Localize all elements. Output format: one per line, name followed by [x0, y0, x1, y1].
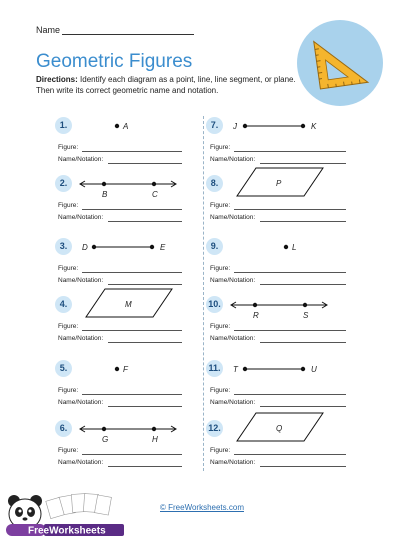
problem-number: 11.: [206, 360, 223, 377]
plane-diagram: [231, 165, 381, 201]
figure-label: Figure:: [210, 387, 230, 394]
set-square-badge: [297, 20, 383, 106]
figure-answer-line[interactable]: [234, 394, 346, 395]
point-dot: [253, 303, 257, 307]
notation-label: Name/Notation:: [58, 399, 103, 406]
figure-label: Figure:: [210, 323, 230, 330]
point-dot: [301, 367, 305, 371]
notation-answer-line[interactable]: [260, 163, 346, 164]
segment-diagram: [231, 354, 381, 384]
point-dot: [102, 182, 106, 186]
figure-label: Figure:: [210, 265, 230, 272]
problem-number: 4.: [55, 296, 72, 313]
notation-label: Name/Notation:: [210, 459, 255, 466]
set-square-icon: [297, 20, 383, 106]
point-dot: [152, 427, 156, 431]
point-label: D: [82, 243, 88, 252]
notation-answer-line[interactable]: [260, 221, 346, 222]
notation-answer-line[interactable]: [108, 466, 182, 467]
notation-answer-line[interactable]: [108, 342, 182, 343]
point-dot: [243, 367, 247, 371]
notation-label: Name/Notation:: [210, 335, 255, 342]
point-label: R: [253, 311, 259, 320]
figure-label: Figure:: [58, 387, 78, 394]
point-diagram: [231, 232, 381, 262]
point-dot: [115, 367, 119, 371]
point-label: U: [311, 365, 317, 374]
problem-number: 1.: [55, 117, 72, 134]
point-label: H: [152, 435, 158, 444]
segment-diagram: [231, 111, 381, 141]
figure-label: Figure:: [210, 202, 230, 209]
notation-label: Name/Notation:: [210, 214, 255, 221]
figure-label: Figure:: [58, 447, 78, 454]
problem-number: 5.: [55, 360, 72, 377]
notation-label: Name/Notation:: [210, 277, 255, 284]
figure-answer-line[interactable]: [234, 209, 346, 210]
point-dot: [152, 182, 156, 186]
figure-answer-line[interactable]: [82, 209, 182, 210]
figure-label: Figure:: [210, 447, 230, 454]
notation-label: Name/Notation:: [58, 156, 103, 163]
problem-number: 2.: [55, 175, 72, 192]
problem-number: 7.: [206, 117, 223, 134]
plane-diagram: [231, 410, 381, 446]
point-label: E: [160, 243, 166, 252]
point-dot: [150, 245, 154, 249]
figure-answer-line[interactable]: [82, 394, 182, 395]
figure-answer-line[interactable]: [82, 330, 182, 331]
point-dot: [303, 303, 307, 307]
notation-answer-line[interactable]: [260, 284, 346, 285]
point-dot: [284, 245, 288, 249]
worksheet-thumbnails: [46, 494, 112, 519]
name-label: Name: [36, 25, 60, 35]
directions: [36, 74, 304, 96]
problem-number: 10.: [206, 296, 223, 313]
problem-number: 8.: [206, 175, 223, 192]
point-label: G: [102, 435, 108, 444]
name-field-line[interactable]: [62, 34, 194, 35]
notation-answer-line[interactable]: [108, 221, 182, 222]
point-label: P: [276, 179, 282, 188]
problem-number: 9.: [206, 238, 223, 255]
figure-label: Figure:: [210, 144, 230, 151]
notation-label: Name/Notation:: [210, 399, 255, 406]
figure-label: Figure:: [58, 202, 78, 209]
notation-label: Name/Notation:: [58, 459, 103, 466]
problem-number: 6.: [55, 420, 72, 437]
figure-answer-line[interactable]: [234, 151, 346, 152]
notation-label: Name/Notation:: [58, 335, 103, 342]
figure-answer-line[interactable]: [234, 272, 346, 273]
directions-text: Identify each diagram as a point, line, line segment, or plane. Then write its correct geometric name and notation.: [36, 75, 296, 95]
point-dot: [301, 124, 305, 128]
directions-label: Directions:: [36, 75, 78, 84]
figure-label: Figure:: [58, 323, 78, 330]
notation-answer-line[interactable]: [108, 406, 182, 407]
point-label: J: [232, 122, 238, 131]
point-label: F: [123, 365, 129, 374]
point-label: L: [292, 243, 296, 252]
line-diagram: [231, 290, 381, 320]
point-label: Q: [276, 424, 282, 433]
notation-answer-line[interactable]: [260, 406, 346, 407]
notation-label: Name/Notation:: [210, 156, 255, 163]
point-label: C: [152, 190, 158, 199]
notation-label: Name/Notation:: [58, 277, 103, 284]
point-dot: [92, 245, 96, 249]
page-title: Geometric Figures: [36, 51, 192, 73]
figure-answer-line[interactable]: [234, 330, 346, 331]
notation-label: Name/Notation:: [58, 214, 103, 221]
figure-answer-line[interactable]: [82, 272, 182, 273]
point-label: M: [125, 300, 132, 309]
figure-answer-line[interactable]: [234, 454, 346, 455]
point-dot: [243, 124, 247, 128]
notation-answer-line[interactable]: [108, 284, 182, 285]
point-dot: [115, 124, 119, 128]
panda-logo: [0, 490, 130, 544]
point-label: B: [102, 190, 108, 199]
figure-answer-line[interactable]: [82, 151, 182, 152]
point-label: K: [311, 122, 317, 131]
figure-answer-line[interactable]: [82, 454, 182, 455]
figure-label: Figure:: [58, 265, 78, 272]
notation-answer-line[interactable]: [260, 342, 346, 343]
point-label: A: [122, 122, 128, 131]
figure-label: Figure:: [58, 144, 78, 151]
notation-answer-line[interactable]: [260, 466, 346, 467]
problem-number: 12.: [206, 420, 223, 437]
point-label: T: [233, 365, 239, 374]
logo-text: FreeWorksheets: [28, 526, 106, 537]
problem-number: 3.: [55, 238, 72, 255]
point-dot: [102, 427, 106, 431]
point-label: S: [303, 311, 309, 320]
notation-answer-line[interactable]: [108, 163, 182, 164]
footer-link[interactable]: © FreeWorksheets.com: [160, 503, 244, 512]
